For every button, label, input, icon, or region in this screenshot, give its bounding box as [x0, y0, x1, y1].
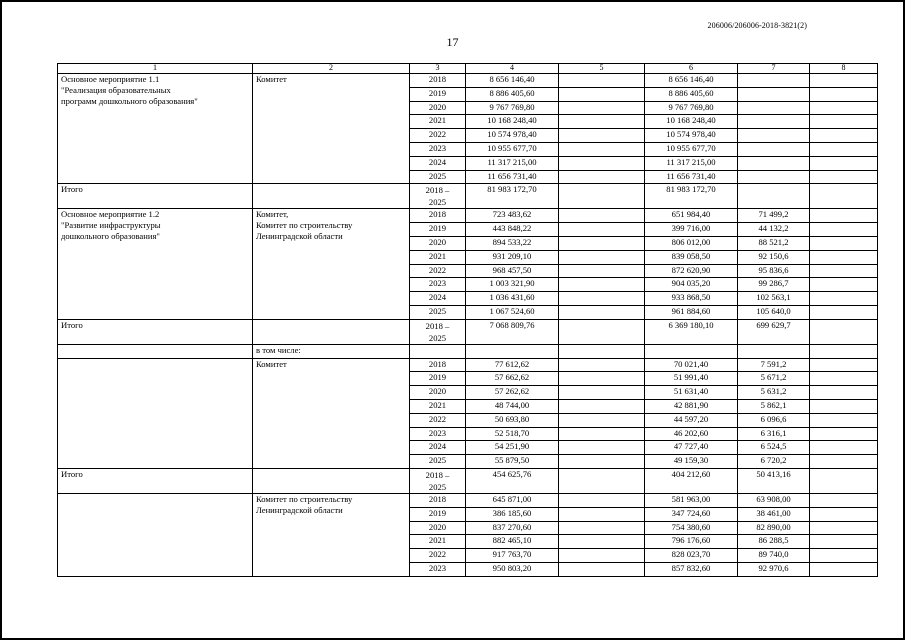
- measure-name-line: Основное мероприятие 1.2: [61, 209, 160, 220]
- amount-c4: 54 251,90: [466, 441, 559, 455]
- year-cell: 2018: [410, 358, 466, 372]
- amount-c6: 9 767 769,80: [645, 101, 738, 115]
- amount-c4: 10 955 677,70: [466, 142, 559, 156]
- amount-c8: [810, 521, 878, 535]
- year-cell: 2019: [410, 507, 466, 521]
- executor-name-line: Комитет по строительству: [256, 220, 353, 231]
- total-c5: [559, 184, 645, 209]
- total-c5: [559, 468, 645, 493]
- year-cell: 2020: [410, 386, 466, 400]
- total-c4: 7 068 809,76: [466, 319, 559, 344]
- total-c6: 404 212,60: [645, 468, 738, 493]
- amount-c7: [738, 87, 810, 101]
- amount-c8: [810, 305, 878, 319]
- amount-c6: 70 021,40: [645, 358, 738, 372]
- year-cell: 2020: [410, 101, 466, 115]
- amount-c6: 8 656 146,40: [645, 74, 738, 88]
- amount-c6: 11 656 731,40: [645, 170, 738, 184]
- column-header-3: 3: [410, 64, 466, 74]
- amount-c7: 63 908,00: [738, 493, 810, 507]
- year-cell: 2021: [410, 115, 466, 129]
- amount-c8: [810, 358, 878, 372]
- including-row: [58, 344, 878, 358]
- amount-c8: [810, 399, 878, 413]
- amount-c8: [810, 74, 878, 88]
- amount-c4: 723 483,62: [466, 209, 559, 223]
- amount-c8: [810, 493, 878, 507]
- year-cell: 2019: [410, 223, 466, 237]
- amount-c8: [810, 101, 878, 115]
- total-c7: [738, 184, 810, 209]
- amount-c4: 48 744,00: [466, 399, 559, 413]
- table-row: [58, 74, 878, 88]
- amount-c5: [559, 264, 645, 278]
- amount-c7: [738, 101, 810, 115]
- amount-c6: 10 574 978,40: [645, 129, 738, 143]
- amount-c4: 894 533,22: [466, 236, 559, 250]
- executor-name: [253, 358, 410, 468]
- total-c5: [559, 319, 645, 344]
- measure-name: [58, 74, 253, 184]
- amount-c7: 6 316,1: [738, 427, 810, 441]
- amount-c4: 950 803,20: [466, 562, 559, 576]
- year-cell: 2021: [410, 399, 466, 413]
- including-label: в том числе:: [253, 344, 410, 358]
- amount-c7: [738, 142, 810, 156]
- amount-c5: [559, 493, 645, 507]
- amount-c7: 44 132,2: [738, 223, 810, 237]
- amount-c6: 872 620,90: [645, 264, 738, 278]
- total-period: [410, 468, 466, 493]
- total-period: [410, 319, 466, 344]
- amount-c6: 839 058,50: [645, 250, 738, 264]
- amount-c6: 49 159,30: [645, 455, 738, 469]
- amount-c6: 961 884,60: [645, 305, 738, 319]
- amount-c5: [559, 236, 645, 250]
- year-cell: 2019: [410, 372, 466, 386]
- amount-c6: 347 724,60: [645, 507, 738, 521]
- amount-c5: [559, 278, 645, 292]
- year-cell: 2024: [410, 441, 466, 455]
- amount-c5: [559, 223, 645, 237]
- amount-c5: [559, 386, 645, 400]
- measure-name-line: "Реализация образовательных: [61, 85, 171, 95]
- executor-name-line: Комитет: [256, 358, 287, 369]
- total-c8: [810, 319, 878, 344]
- amount-c5: [559, 358, 645, 372]
- amount-c8: [810, 142, 878, 156]
- total-label: Итого: [58, 468, 253, 493]
- table-row: [58, 358, 878, 372]
- executor-name-line: Комитет по строительству: [256, 493, 353, 504]
- amount-c5: [559, 372, 645, 386]
- amount-c8: [810, 441, 878, 455]
- amount-c8: [810, 292, 878, 306]
- year-cell: 2020: [410, 236, 466, 250]
- amount-c5: [559, 535, 645, 549]
- amount-c7: 71 499,2: [738, 209, 810, 223]
- total-label: Итого: [58, 184, 253, 209]
- amount-c5: [559, 455, 645, 469]
- amount-c5: [559, 250, 645, 264]
- year-cell: 2024: [410, 156, 466, 170]
- amount-c4: 52 518,70: [466, 427, 559, 441]
- column-header-6: 6: [645, 64, 738, 74]
- column-header-1: 1: [58, 64, 253, 74]
- including-empty: [466, 344, 559, 358]
- year-cell: 2025: [410, 455, 466, 469]
- total-period: [410, 184, 466, 209]
- scan-border-left: [0, 0, 2, 640]
- year-cell: 2018: [410, 493, 466, 507]
- amount-c8: [810, 372, 878, 386]
- amount-c7: 88 521,2: [738, 236, 810, 250]
- amount-c7: 6 524,5: [738, 441, 810, 455]
- amount-c5: [559, 549, 645, 563]
- amount-c5: [559, 507, 645, 521]
- amount-c8: [810, 115, 878, 129]
- year-cell: 2023: [410, 278, 466, 292]
- amount-c8: [810, 223, 878, 237]
- amount-c6: 10 168 248,40: [645, 115, 738, 129]
- executor-name-line: Комитет: [256, 74, 287, 84]
- year-cell: 2021: [410, 250, 466, 264]
- amount-c6: 806 012,00: [645, 236, 738, 250]
- period-end: 2025: [428, 332, 447, 343]
- financing-table: [57, 63, 878, 577]
- amount-c4: 77 612,62: [466, 358, 559, 372]
- amount-c7: 7 591,2: [738, 358, 810, 372]
- table-row: [58, 493, 878, 507]
- amount-c7: 86 288,5: [738, 535, 810, 549]
- amount-c4: 11 656 731,40: [466, 170, 559, 184]
- amount-c4: 968 457,50: [466, 264, 559, 278]
- measure-name-line: Основное мероприятие 1.1: [61, 74, 160, 84]
- amount-c4: 55 879,50: [466, 455, 559, 469]
- amount-c6: 47 727,40: [645, 441, 738, 455]
- period-start: 2018 –: [425, 469, 450, 480]
- amount-c4: 645 871,00: [466, 493, 559, 507]
- amount-c6: 51 631,40: [645, 386, 738, 400]
- scan-border-top: [0, 0, 905, 2]
- amount-c7: 5 671,2: [738, 372, 810, 386]
- total-c8: [810, 184, 878, 209]
- amount-c7: 92 970,6: [738, 562, 810, 576]
- total-c6: 81 983 172,70: [645, 184, 738, 209]
- amount-c5: [559, 427, 645, 441]
- amount-c7: 105 640,0: [738, 305, 810, 319]
- column-header-7: 7: [738, 64, 810, 74]
- year-cell: 2019: [410, 87, 466, 101]
- year-cell: 2025: [410, 170, 466, 184]
- year-cell: 2023: [410, 142, 466, 156]
- amount-c4: 443 848,22: [466, 223, 559, 237]
- amount-c4: 50 693,80: [466, 413, 559, 427]
- measure-empty: [58, 358, 253, 468]
- year-cell: 2023: [410, 427, 466, 441]
- amount-c6: 42 881,90: [645, 399, 738, 413]
- amount-c5: [559, 129, 645, 143]
- amount-c8: [810, 507, 878, 521]
- year-cell: 2018: [410, 74, 466, 88]
- amount-c7: 89 740,0: [738, 549, 810, 563]
- executor-name: [253, 74, 410, 184]
- amount-c4: 882 465,10: [466, 535, 559, 549]
- amount-c6: 754 380,60: [645, 521, 738, 535]
- period-start: 2018 –: [425, 185, 450, 196]
- total-row: [58, 319, 878, 344]
- amount-c8: [810, 87, 878, 101]
- amount-c8: [810, 170, 878, 184]
- amount-c7: 5 862,1: [738, 399, 810, 413]
- total-row: [58, 184, 878, 209]
- amount-c4: 837 270,60: [466, 521, 559, 535]
- measure-name-line: дошкольного образования": [61, 231, 160, 242]
- executor-name-line: Комитет,: [256, 209, 289, 220]
- amount-c8: [810, 562, 878, 576]
- amount-c4: 931 209,10: [466, 250, 559, 264]
- column-header-8: 8: [810, 64, 878, 74]
- amount-c7: [738, 115, 810, 129]
- amount-c6: 581 963,00: [645, 493, 738, 507]
- period-end: 2025: [428, 197, 447, 208]
- amount-c8: [810, 427, 878, 441]
- amount-c4: 1 036 431,60: [466, 292, 559, 306]
- amount-c4: 57 262,62: [466, 386, 559, 400]
- year-cell: 2025: [410, 305, 466, 319]
- amount-c6: 399 716,00: [645, 223, 738, 237]
- amount-c5: [559, 292, 645, 306]
- amount-c7: 6 720,2: [738, 455, 810, 469]
- year-cell: 2020: [410, 521, 466, 535]
- column-header-row: [58, 64, 878, 74]
- total-c6: 6 369 180,10: [645, 319, 738, 344]
- amount-c7: 95 836,6: [738, 264, 810, 278]
- amount-c4: 10 574 978,40: [466, 129, 559, 143]
- total-row: [58, 468, 878, 493]
- amount-c6: 8 886 405,60: [645, 87, 738, 101]
- including-empty: [810, 344, 878, 358]
- amount-c8: [810, 413, 878, 427]
- amount-c6: 828 023,70: [645, 549, 738, 563]
- amount-c6: 651 984,40: [645, 209, 738, 223]
- amount-c5: [559, 521, 645, 535]
- amount-c5: [559, 305, 645, 319]
- amount-c5: [559, 74, 645, 88]
- amount-c8: [810, 129, 878, 143]
- amount-c5: [559, 413, 645, 427]
- amount-c6: 857 832,60: [645, 562, 738, 576]
- amount-c6: 904 035,20: [645, 278, 738, 292]
- amount-c8: [810, 278, 878, 292]
- amount-c7: [738, 129, 810, 143]
- executor-name-line: Ленинградской области: [256, 504, 343, 515]
- amount-c4: 8 656 146,40: [466, 74, 559, 88]
- amount-c8: [810, 236, 878, 250]
- including-empty: [645, 344, 738, 358]
- amount-c4: 8 886 405,60: [466, 87, 559, 101]
- year-cell: 2021: [410, 535, 466, 549]
- total-executor: [253, 319, 410, 344]
- amount-c6: 44 597,20: [645, 413, 738, 427]
- amount-c7: 82 890,00: [738, 521, 810, 535]
- amount-c5: [559, 156, 645, 170]
- amount-c5: [559, 87, 645, 101]
- including-empty: [410, 344, 466, 358]
- total-c4: 454 625,76: [466, 468, 559, 493]
- amount-c8: [810, 264, 878, 278]
- document-reference: 206006/206006-2018-3821(2): [707, 21, 807, 30]
- total-c7: 50 413,16: [738, 468, 810, 493]
- amount-c8: [810, 156, 878, 170]
- amount-c8: [810, 535, 878, 549]
- amount-c5: [559, 115, 645, 129]
- amount-c4: 11 317 215,00: [466, 156, 559, 170]
- amount-c4: 917 763,70: [466, 549, 559, 563]
- amount-c6: 51 991,40: [645, 372, 738, 386]
- amount-c8: [810, 386, 878, 400]
- year-cell: 2022: [410, 264, 466, 278]
- total-executor: [253, 184, 410, 209]
- amount-c6: 10 955 677,70: [645, 142, 738, 156]
- period-end: 2025: [428, 481, 447, 492]
- total-c8: [810, 468, 878, 493]
- amount-c6: 46 202,60: [645, 427, 738, 441]
- amount-c5: [559, 142, 645, 156]
- amount-c6: 933 868,50: [645, 292, 738, 306]
- amount-c8: [810, 250, 878, 264]
- amount-c8: [810, 455, 878, 469]
- amount-c4: 57 662,62: [466, 372, 559, 386]
- amount-c7: 38 461,00: [738, 507, 810, 521]
- amount-c4: 386 185,60: [466, 507, 559, 521]
- amount-c4: 1 067 524,60: [466, 305, 559, 319]
- amount-c6: 11 317 215,00: [645, 156, 738, 170]
- amount-c7: 99 286,7: [738, 278, 810, 292]
- amount-c5: [559, 209, 645, 223]
- amount-c7: 92 150,6: [738, 250, 810, 264]
- including-empty: [559, 344, 645, 358]
- amount-c4: 10 168 248,40: [466, 115, 559, 129]
- amount-c5: [559, 399, 645, 413]
- year-cell: 2024: [410, 292, 466, 306]
- column-header-4: 4: [466, 64, 559, 74]
- including-empty-1: [58, 344, 253, 358]
- year-cell: 2023: [410, 562, 466, 576]
- amount-c7: [738, 74, 810, 88]
- measure-empty: [58, 493, 253, 576]
- column-header-5: 5: [559, 64, 645, 74]
- year-cell: 2022: [410, 413, 466, 427]
- amount-c5: [559, 170, 645, 184]
- total-executor: [253, 468, 410, 493]
- table-row: [58, 209, 878, 223]
- page-number: 17: [446, 35, 459, 49]
- amount-c5: [559, 441, 645, 455]
- measure-name-line: программ дошкольного образования": [61, 96, 198, 106]
- column-header-2: 2: [253, 64, 410, 74]
- total-label: Итого: [58, 319, 253, 344]
- amount-c8: [810, 209, 878, 223]
- amount-c7: 102 563,1: [738, 292, 810, 306]
- total-c7: 699 629,7: [738, 319, 810, 344]
- measure-name: [58, 209, 253, 319]
- amount-c7: 6 096,6: [738, 413, 810, 427]
- period-start: 2018 –: [425, 320, 450, 331]
- amount-c4: 1 003 321,90: [466, 278, 559, 292]
- amount-c4: 9 767 769,80: [466, 101, 559, 115]
- measure-name-line: "Развитие инфраструктуры: [61, 220, 161, 231]
- executor-name: [253, 209, 410, 319]
- year-cell: 2018: [410, 209, 466, 223]
- amount-c8: [810, 549, 878, 563]
- amount-c7: [738, 156, 810, 170]
- year-cell: 2022: [410, 129, 466, 143]
- year-cell: 2022: [410, 549, 466, 563]
- total-c4: 81 983 172,70: [466, 184, 559, 209]
- amount-c7: 5 631,2: [738, 386, 810, 400]
- including-empty: [738, 344, 810, 358]
- amount-c6: 796 176,60: [645, 535, 738, 549]
- executor-name: [253, 493, 410, 576]
- amount-c5: [559, 562, 645, 576]
- amount-c7: [738, 170, 810, 184]
- executor-name-line: Ленинградской области: [256, 231, 343, 242]
- amount-c5: [559, 101, 645, 115]
